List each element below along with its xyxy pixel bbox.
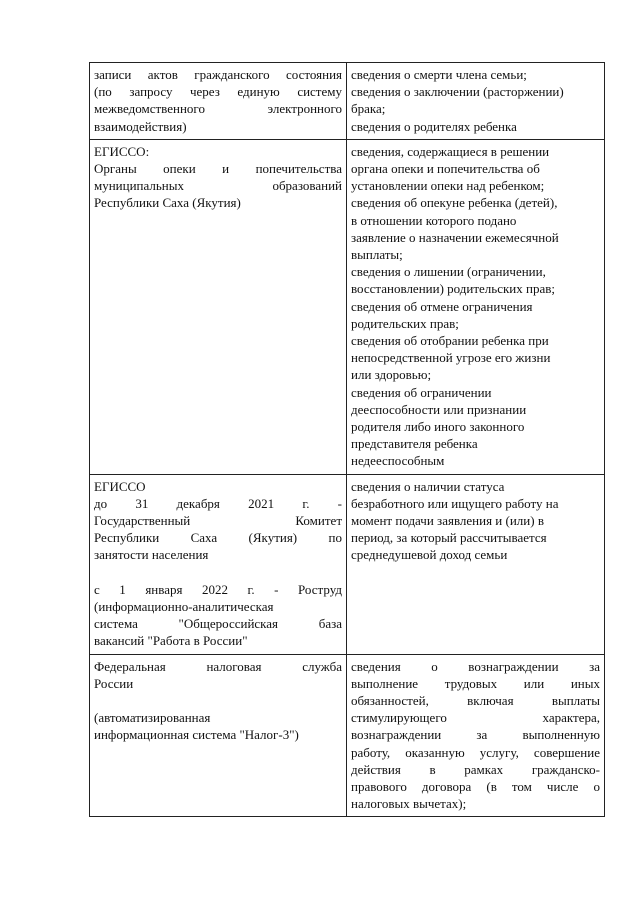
text-line: (автоматизированная bbox=[94, 709, 211, 725]
text-line: муниципальных образований bbox=[94, 178, 342, 194]
information-cell bbox=[347, 63, 605, 140]
text-line: выполнение трудовых или иных bbox=[351, 675, 600, 691]
source-cell bbox=[90, 654, 347, 817]
text-line: в отношении которого подано bbox=[351, 212, 517, 228]
source-cell bbox=[90, 474, 347, 654]
text-line: (информационно-аналитическая bbox=[94, 598, 274, 614]
text-line: Республики Саха (Якутия) bbox=[94, 195, 241, 211]
text-line: недееспособным bbox=[351, 453, 445, 469]
text-line: до 31 декабря 2021 г. - bbox=[94, 495, 342, 511]
text-line: сведения, содержащиеся в решении bbox=[351, 143, 550, 159]
text-line: безработного или ищущего работу на bbox=[351, 495, 559, 511]
text-line: представителя ребенка bbox=[351, 436, 478, 452]
table-body bbox=[90, 63, 605, 817]
text-line: стимулирующего характера, bbox=[351, 710, 600, 726]
source-cell bbox=[90, 139, 347, 474]
text-line: родителя либо иного законного bbox=[351, 419, 525, 435]
text-line: дееспособности или признании bbox=[351, 401, 527, 417]
text-line: восстановлении) родительских прав; bbox=[351, 281, 555, 297]
text-line: занятости населения bbox=[94, 547, 209, 563]
information-cell bbox=[347, 474, 605, 654]
text-line: вознаграждении за выполненную bbox=[351, 727, 600, 743]
text-line: заявление о назначении ежемесячной bbox=[351, 229, 559, 245]
text-line: момент подачи заявления и (или) в bbox=[351, 513, 544, 529]
information-cell bbox=[347, 654, 605, 817]
text-line: сведения о вознаграждении за bbox=[351, 658, 600, 674]
text-line: брака; bbox=[351, 101, 386, 117]
text-line: сведения о родителях ребенка bbox=[351, 118, 517, 134]
blank-line bbox=[94, 692, 342, 709]
information-cell bbox=[347, 139, 605, 474]
table-row bbox=[90, 474, 605, 654]
text-line: сведения о наличии статуса bbox=[351, 478, 505, 494]
text-line: вакансий "Работа в России" bbox=[94, 633, 248, 649]
text-line: или здоровью; bbox=[351, 367, 432, 383]
table-row bbox=[90, 139, 605, 474]
text-line: родительских прав; bbox=[351, 315, 459, 331]
text-line: сведения об ограничении bbox=[351, 384, 492, 400]
source-cell bbox=[90, 63, 347, 140]
text-line: записи актов гражданского состояния bbox=[94, 67, 342, 82]
text-line: работу, оказанную услугу, совершение bbox=[351, 744, 600, 760]
text-line: система "Общероссийская база bbox=[94, 616, 342, 632]
text-line: сведения об опекуне ребенка (детей), bbox=[351, 195, 558, 211]
text-line: информационная система "Налог-3") bbox=[94, 727, 299, 743]
text-line: ЕГИССО: bbox=[94, 143, 150, 159]
text-line: межведомственного электронного bbox=[94, 101, 342, 117]
text-line: сведения об отобрании ребенка при bbox=[351, 333, 549, 349]
text-line: выплаты; bbox=[351, 247, 403, 263]
text-line: (по запросу через единую систему bbox=[94, 84, 342, 100]
text-line: Органы опеки и попечительства bbox=[94, 161, 342, 177]
text-line: России bbox=[94, 675, 134, 691]
text-line: среднедушевой доход семьи bbox=[351, 547, 508, 563]
text-line: обязанностей, включая выплаты bbox=[351, 692, 600, 708]
blank-line bbox=[94, 564, 342, 581]
data-sources-table bbox=[89, 62, 605, 817]
text-line: налоговых вычетах); bbox=[351, 796, 467, 812]
text-line: органа опеки и попечительства об bbox=[351, 161, 540, 177]
text-line: сведения о смерти члена семьи; bbox=[351, 67, 527, 82]
text-line: сведения о заключении (расторжении) bbox=[351, 84, 564, 100]
text-line: установлении опеки над ребенком; bbox=[351, 178, 545, 194]
text-line: Республики Саха (Якутия) по bbox=[94, 530, 342, 546]
table-row bbox=[90, 654, 605, 817]
text-line: непосредственной угрозе его жизни bbox=[351, 350, 551, 366]
text-line: Федеральная налоговая служба bbox=[94, 658, 342, 674]
text-line: действия в рамках гражданско- bbox=[351, 761, 600, 777]
text-line: сведения об отмене ограничения bbox=[351, 298, 533, 314]
text-line: взаимодействия) bbox=[94, 118, 187, 134]
text-line: период, за который рассчитывается bbox=[351, 530, 547, 546]
text-line: ЕГИССО bbox=[94, 478, 146, 494]
table-row bbox=[90, 63, 605, 140]
text-line: сведения о лишении (ограничении, bbox=[351, 264, 546, 280]
text-line: с 1 января 2022 г. - Роструд bbox=[94, 581, 342, 597]
text-line: правового договора (в том числе о bbox=[351, 778, 600, 794]
text-line: Государственный Комитет bbox=[94, 513, 342, 529]
